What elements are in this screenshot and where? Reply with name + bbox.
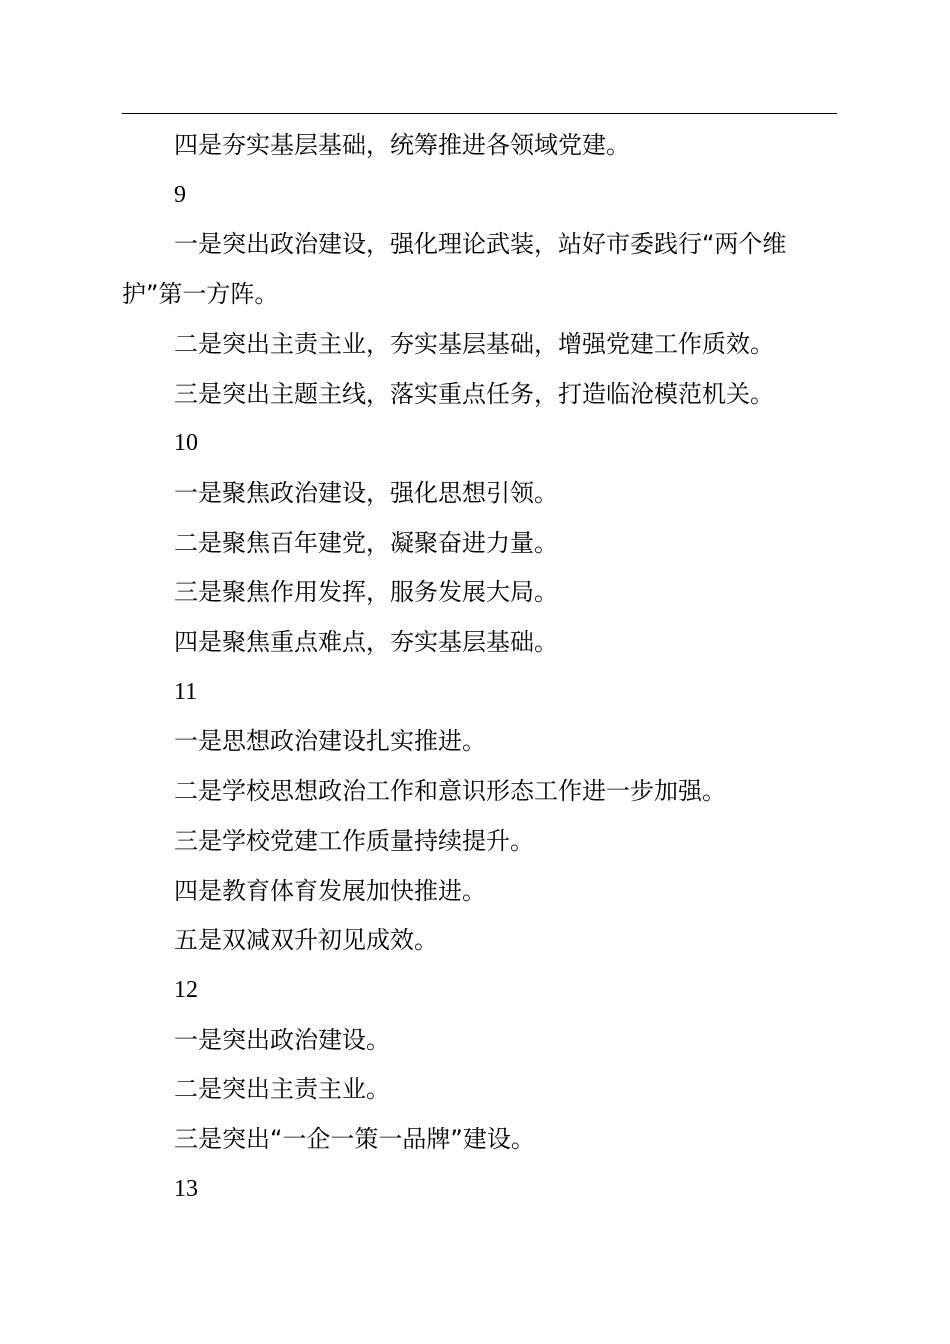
paragraph: 三是突出主题主线，落实重点任务，打造临沧模范机关。 xyxy=(174,379,774,408)
paragraph: 二是聚焦百年建党，凝聚奋进力量。 xyxy=(174,528,558,557)
paragraph: 二是突出主责主业。 xyxy=(174,1075,390,1104)
paragraph: 四是聚焦重点难点，夯实基层基础。 xyxy=(174,628,558,657)
paragraph: 二是突出主责主业，夯实基层基础，增强党建工作质效。 xyxy=(174,329,774,358)
paragraph: 四是夯实基层基础，统筹推进各领域党建。 xyxy=(174,131,630,159)
paragraph: 一是突出政治建设，强化理论武装，站好市委践行“两个维护”第一方阵。 xyxy=(122,230,787,309)
paragraph: 三是学校党建工作质量持续提升。 xyxy=(174,826,534,855)
paragraph: 一是突出政治建设。 xyxy=(174,1025,390,1054)
paragraph: 三是聚焦作用发挥，服务发展大局。 xyxy=(174,578,558,607)
paragraph: 四是教育体育发展加快推进。 xyxy=(174,876,486,905)
paragraph: 二是学校思想政治工作和意识形态工作进一步加强。 xyxy=(174,777,726,806)
paragraph: 一是思想政治建设扎实推进。 xyxy=(174,727,486,756)
header-rule xyxy=(122,113,837,114)
document-body xyxy=(122,121,837,1214)
section-number: 9 xyxy=(174,181,186,208)
section-number: 10 xyxy=(174,430,198,457)
section-number: 13 xyxy=(174,1175,198,1202)
paragraph: 三是突出“一企一策一品牌”建设。 xyxy=(174,1125,535,1154)
section-number: 11 xyxy=(174,678,198,705)
section-number: 12 xyxy=(174,976,198,1003)
paragraph: 一是聚焦政治建设，强化思想引领。 xyxy=(174,478,558,507)
paragraph: 五是双减双升初见成效。 xyxy=(174,926,438,955)
